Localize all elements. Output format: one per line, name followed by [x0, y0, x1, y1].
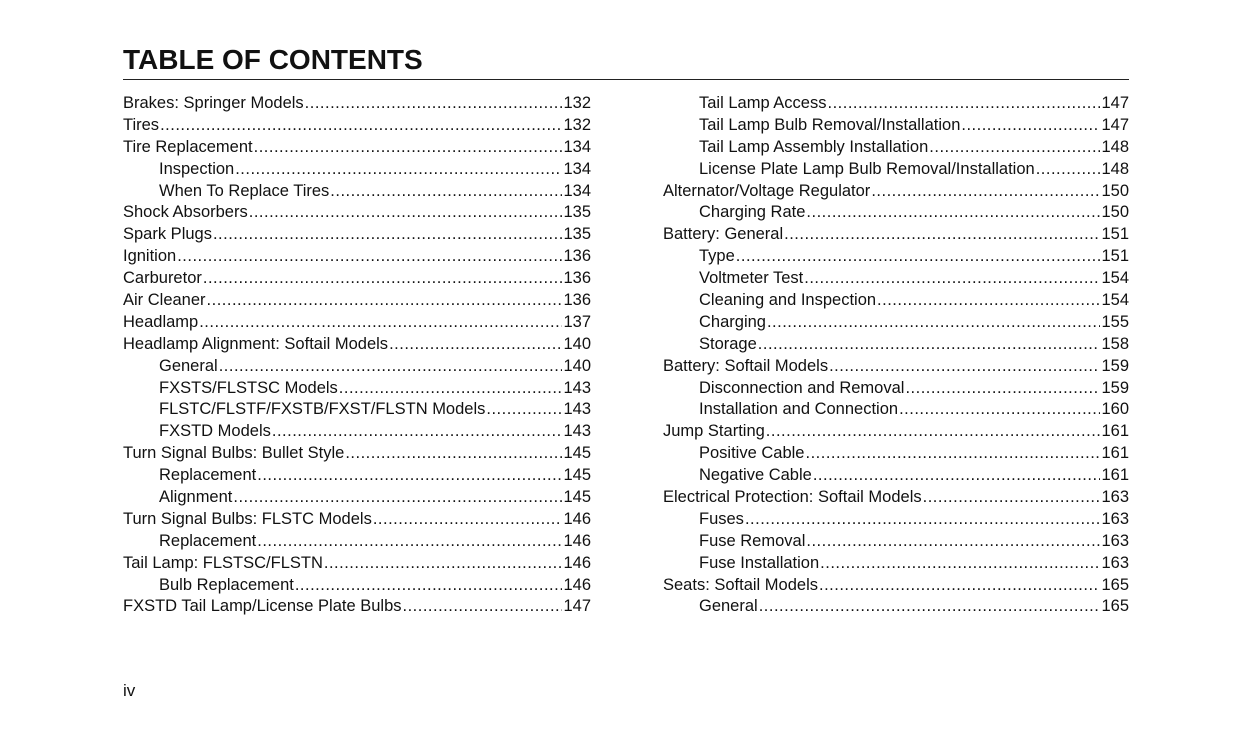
dot-leader: [929, 137, 1100, 159]
toc-entry[interactable]: [663, 421, 1129, 443]
toc-entry-page: 154: [1101, 291, 1129, 310]
toc-entry[interactable]: [663, 378, 1129, 400]
toc-entry-label: Fuse Installation: [699, 553, 820, 572]
dot-leader: [905, 378, 1100, 400]
toc-entry[interactable]: [123, 465, 591, 487]
toc-entry-label: Shock Absorbers: [123, 203, 248, 222]
page-title: TABLE OF CONTENTS: [123, 44, 423, 75]
toc-entry-label: Positive Cable: [699, 444, 805, 463]
toc-entry-page: 143: [563, 422, 591, 441]
dot-leader: [160, 115, 562, 137]
toc-entry-label: FLSTC/FLSTF/FXSTB/FXST/FLSTN Models: [159, 400, 486, 419]
toc-entry-page: 159: [1101, 356, 1129, 375]
dot-leader: [403, 596, 563, 618]
toc-entry[interactable]: [663, 443, 1129, 465]
toc-entry-page: 134: [563, 137, 591, 156]
toc-entry-page: 140: [563, 334, 591, 353]
page-number: iv: [123, 681, 136, 700]
toc-entry[interactable]: [123, 159, 591, 181]
toc-entry[interactable]: [663, 202, 1129, 224]
toc-entry-page: 148: [1101, 159, 1129, 178]
toc-entry[interactable]: [663, 509, 1129, 531]
toc-entry-page: 132: [563, 115, 591, 134]
toc-entry[interactable]: [663, 268, 1129, 290]
toc-left-column: [123, 93, 591, 618]
dot-leader: [219, 356, 563, 378]
toc-entry-page: 134: [563, 181, 591, 200]
toc-entry-label: Disconnection and Removal: [699, 378, 905, 397]
toc-entry[interactable]: [123, 137, 591, 159]
toc-entry-page: 158: [1101, 334, 1129, 353]
dot-leader: [820, 553, 1100, 575]
dot-leader: [235, 159, 562, 181]
dot-leader: [249, 202, 563, 224]
toc-entry-page: 140: [563, 356, 591, 375]
toc-entry-page: 147: [1101, 115, 1129, 134]
toc-entry[interactable]: [123, 115, 591, 137]
dot-leader: [767, 312, 1101, 334]
toc-entry-page: 136: [563, 247, 591, 266]
toc-entry-page: 163: [1101, 488, 1129, 507]
toc-entry-label: Electrical Protection: Softail Models: [663, 488, 922, 507]
toc-entry-page: 159: [1101, 378, 1129, 397]
toc-entry-page: 150: [1101, 181, 1129, 200]
toc-entry-label: Inspection: [159, 159, 235, 178]
dot-leader: [233, 487, 562, 509]
toc-entry[interactable]: [663, 356, 1129, 378]
toc-entry-label: Brakes: Springer Models: [123, 94, 304, 112]
toc-entry-page: 145: [563, 444, 591, 463]
dot-leader: [257, 465, 562, 487]
toc-entry-label: Tail Lamp Assembly Installation: [699, 137, 929, 156]
toc-entry[interactable]: [123, 378, 591, 400]
toc-entry[interactable]: [663, 553, 1129, 575]
dot-leader: [305, 93, 563, 115]
dot-leader: [759, 596, 1101, 618]
dot-leader: [827, 93, 1100, 115]
toc-entry[interactable]: [663, 575, 1129, 597]
toc-entry-label: Turn Signal Bulbs: Bullet Style: [123, 444, 345, 463]
toc-entry-label: Air Cleaner: [123, 291, 206, 310]
dot-leader: [177, 246, 562, 268]
toc-entry[interactable]: [123, 268, 591, 290]
toc-entry-label: Tires: [123, 115, 160, 134]
toc-entry-page: 161: [1101, 444, 1129, 463]
toc-entry[interactable]: [663, 290, 1129, 312]
dot-leader: [819, 575, 1100, 597]
toc-entry-label: General: [699, 597, 758, 616]
toc-entry-page: 163: [1101, 509, 1129, 528]
toc-entry[interactable]: [663, 312, 1129, 334]
toc-entry[interactable]: [663, 531, 1129, 553]
toc-entry-page: 136: [563, 291, 591, 310]
toc-entry-label: Charging: [699, 312, 766, 331]
toc-entry-page: 134: [563, 159, 591, 178]
toc-entry[interactable]: [123, 356, 591, 378]
toc-entry[interactable]: [123, 334, 591, 356]
toc-entry-label: FXSTS/FLSTSC Models: [159, 378, 338, 397]
toc-entry[interactable]: [123, 596, 591, 618]
dot-leader: [389, 334, 562, 356]
dot-leader: [899, 399, 1100, 421]
dot-leader: [257, 531, 562, 553]
toc-entry[interactable]: [663, 465, 1129, 487]
toc-entry-label: FXSTD Tail Lamp/License Plate Bulbs: [123, 597, 402, 616]
toc-entry-label: Fuses: [699, 509, 744, 528]
toc-entry[interactable]: [123, 487, 591, 509]
dot-leader: [961, 115, 1100, 137]
toc-right-column: [663, 93, 1129, 618]
toc-entry[interactable]: [663, 246, 1129, 268]
toc-entry-label: FXSTD Models: [159, 422, 271, 441]
toc-entry-page: 148: [1101, 137, 1129, 156]
dot-leader: [213, 224, 563, 246]
toc-entry[interactable]: [123, 224, 591, 246]
toc-entry[interactable]: [123, 181, 591, 203]
dot-leader: [339, 378, 563, 400]
toc-entry-page: 161: [1101, 466, 1129, 485]
dot-leader: [207, 290, 563, 312]
dot-leader: [813, 465, 1101, 487]
toc-entry-page: 150: [1101, 203, 1129, 222]
toc-entry[interactable]: [123, 531, 591, 553]
toc-entry-label: Tire Replacement: [123, 137, 253, 156]
toc-entry-label: General: [159, 356, 218, 375]
toc-entry-page: 136: [563, 269, 591, 288]
toc-entry[interactable]: [123, 399, 591, 421]
dot-leader: [745, 509, 1101, 531]
toc-entry[interactable]: [663, 596, 1129, 618]
toc-entry-page: 143: [563, 400, 591, 419]
dot-leader: [330, 181, 562, 203]
toc-entry-label: Bulb Replacement: [159, 575, 294, 594]
toc-entry-page: 146: [563, 575, 591, 594]
toc-entry[interactable]: [123, 575, 591, 597]
toc-entry[interactable]: [663, 115, 1129, 137]
toc-entry[interactable]: [123, 246, 591, 268]
dot-leader: [923, 487, 1101, 509]
toc-entry[interactable]: [663, 181, 1129, 203]
dot-leader: [736, 246, 1101, 268]
toc-entry-label: Alignment: [159, 488, 233, 507]
toc-entry-page: 145: [563, 466, 591, 485]
toc-entry-label: Tail Lamp: FLSTSC/FLSTN: [123, 553, 323, 572]
toc-entry-label: Voltmeter Test: [699, 269, 804, 288]
toc-entry[interactable]: [663, 159, 1129, 181]
toc-entry-page: 151: [1101, 247, 1129, 266]
toc-entry-label: Installation and Connection: [699, 400, 899, 419]
dot-leader: [758, 334, 1101, 356]
toc-entry-label: License Plate Lamp Bulb Removal/Installation: [699, 159, 1035, 178]
toc-entry[interactable]: [123, 93, 591, 115]
toc-entry-label: Type: [699, 247, 735, 266]
toc-entry-page: 135: [563, 225, 591, 244]
dot-leader: [324, 553, 563, 575]
toc-entry-label: Battery: General: [663, 225, 784, 244]
dot-leader: [486, 399, 562, 421]
toc-entry-label: Replacement: [159, 531, 257, 550]
toc-entry-page: 143: [563, 378, 591, 397]
title-divider: [123, 79, 1129, 80]
toc-entry-page: 146: [563, 531, 591, 550]
toc-entry[interactable]: [123, 290, 591, 312]
dot-leader: [871, 181, 1100, 203]
toc-entry[interactable]: [663, 399, 1129, 421]
toc-entry[interactable]: [123, 509, 591, 531]
toc-entry-page: 147: [563, 597, 591, 616]
toc-entry-label: Cleaning and Inspection: [699, 291, 877, 310]
toc-entry-label: Headlamp Alignment: Softail Models: [123, 334, 389, 353]
toc-entry[interactable]: [123, 202, 591, 224]
toc-entry-label: Charging Rate: [699, 203, 806, 222]
toc-entry-page: 132: [563, 94, 591, 112]
toc-entry[interactable]: [123, 312, 591, 334]
toc-entry-page: 154: [1101, 269, 1129, 288]
toc-entry-label: Seats: Softail Models: [663, 575, 818, 594]
toc-entry[interactable]: [123, 553, 591, 575]
toc-entry-page: 146: [563, 553, 591, 572]
toc-entry-label: Tail Lamp Access: [699, 94, 827, 112]
dot-leader: [784, 224, 1100, 246]
toc-entry-page: 161: [1101, 422, 1129, 441]
dot-leader: [254, 137, 563, 159]
toc-entry[interactable]: [663, 93, 1129, 115]
toc-entry-page: 165: [1101, 575, 1129, 594]
toc-entry-page: 146: [563, 509, 591, 528]
toc-entry-label: Battery: Softail Models: [663, 356, 829, 375]
toc-entry-label: Replacement: [159, 466, 257, 485]
toc-entry-page: 135: [563, 203, 591, 222]
dot-leader: [806, 531, 1100, 553]
dot-leader: [295, 575, 563, 597]
toc-entry[interactable]: [663, 334, 1129, 356]
toc-entry[interactable]: [663, 224, 1129, 246]
dot-leader: [1036, 159, 1101, 181]
toc-entry-page: 155: [1101, 312, 1129, 331]
toc-entry-label: Fuse Removal: [699, 531, 806, 550]
toc-entry-label: Spark Plugs: [123, 225, 212, 244]
dot-leader: [203, 268, 563, 290]
dot-leader: [804, 268, 1100, 290]
toc-entry-label: Carburetor: [123, 269, 202, 288]
toc-entry-label: Storage: [699, 334, 757, 353]
toc-entry-page: 165: [1101, 597, 1129, 616]
toc-entry-label: Tail Lamp Bulb Removal/Installation: [699, 115, 961, 134]
dot-leader: [199, 312, 562, 334]
toc-entry-label: Ignition: [123, 247, 177, 266]
toc-entry-page: 163: [1101, 531, 1129, 550]
toc-entry-label: Jump Starting: [663, 422, 765, 441]
toc-entry-page: 145: [563, 488, 591, 507]
toc-entry[interactable]: [663, 137, 1129, 159]
dot-leader: [805, 443, 1100, 465]
toc-entry-label: Negative Cable: [699, 466, 812, 485]
toc-entry[interactable]: [123, 443, 591, 465]
toc-entry-page: 160: [1101, 400, 1129, 419]
dot-leader: [806, 202, 1100, 224]
dot-leader: [272, 421, 563, 443]
dot-leader: [766, 421, 1101, 443]
dot-leader: [345, 443, 562, 465]
toc-entry[interactable]: [123, 421, 591, 443]
dot-leader: [877, 290, 1100, 312]
toc-entry-page: 137: [563, 312, 591, 331]
toc-entry-page: 163: [1101, 553, 1129, 572]
toc-entry-page: 147: [1101, 94, 1129, 112]
toc-entry[interactable]: [663, 487, 1129, 509]
toc-entry-page: 151: [1101, 225, 1129, 244]
toc-entry-label: Alternator/Voltage Regulator: [663, 181, 871, 200]
toc-entry-label: When To Replace Tires: [159, 181, 330, 200]
dot-leader: [829, 356, 1100, 378]
toc-entry-label: Headlamp: [123, 312, 199, 331]
toc-entry-label: Turn Signal Bulbs: FLSTC Models: [123, 509, 372, 528]
dot-leader: [373, 509, 563, 531]
